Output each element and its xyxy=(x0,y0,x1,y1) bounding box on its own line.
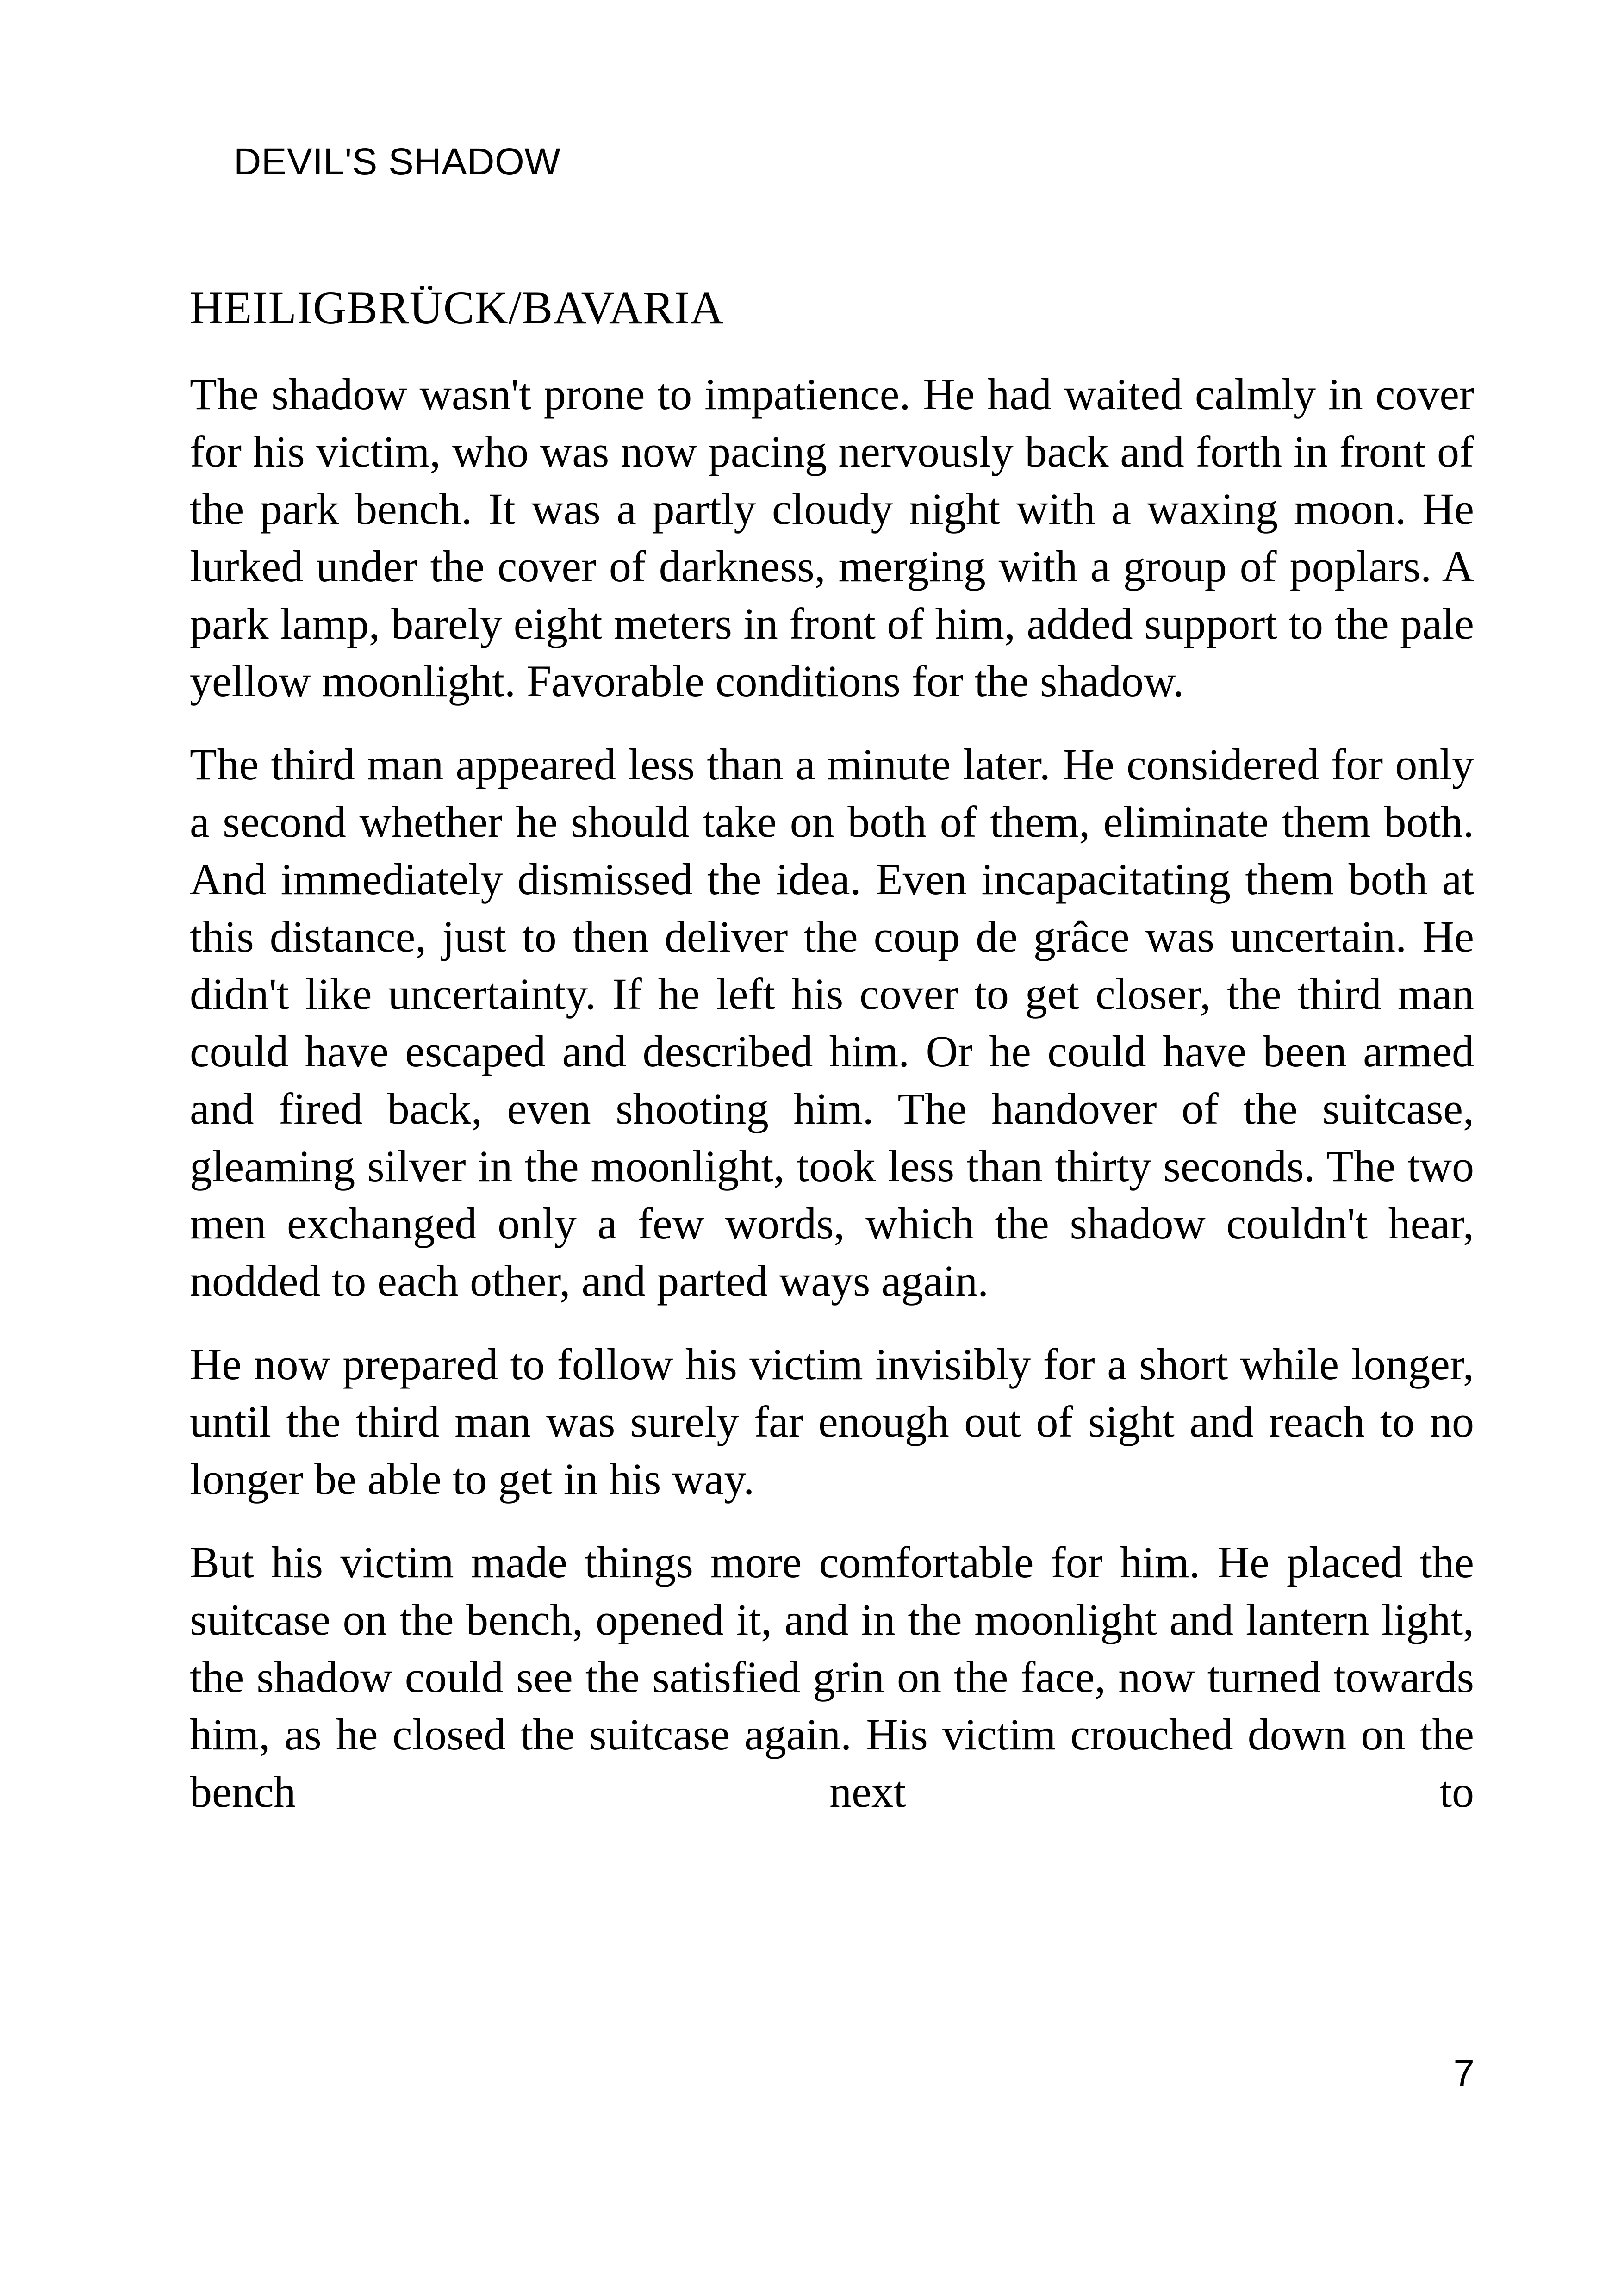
paragraph: The third man appeared less than a minute later. He considered for only a second whether he should take on both of them, eliminate them both. And immediately dismissed the idea. Even incapacitating them both at this distance, just to then deliver the coup de grâce was uncertain. He didn't like uncertainty. If he left his cover to get closer, the third man could have escaped and described him. Or he could have been armed and fired back, even shooting him. The handover of the suitcase, gleaming silver in the moonlight, took less than thirty seconds. The two men exchanged only a few words, which the shadow couldn't hear, nodded to each other, and parted ways again. xyxy=(190,740,1474,1306)
paragraph: But his victim made things more comfortable for him. He placed the suitcase on the bench, opened it, and in the moonlight and lantern light, the shadow could see the satisfied grin on the face, now turned towards him, as he closed the suitcase again. His victim crouched down on the bench next to xyxy=(190,1537,1474,1817)
paragraph: The shadow wasn't prone to impatience. He had waited calmly in cover for his victim, who was now pacing nervously back and forth in front of the park bench. It was a partly cloudy night with a waxing moon. He lurked under the cover of darkness, merging with a group of poplars. A park lamp, barely eight meters in front of him, added support to the pale yellow moonlight. Favorable conditions for the shadow. xyxy=(190,369,1474,706)
body-text xyxy=(190,366,1474,1847)
chapter-heading: HEILIGBRÜCK/BAVARIA xyxy=(190,282,724,333)
page-number: 7 xyxy=(1453,2052,1475,2094)
paragraph: He now prepared to follow his victim invisibly for a short while longer, until the third man was surely far enough out of sight and reach to no longer be able to get in his way. xyxy=(190,1339,1474,1504)
running-header-title: DEVIL'S SHADOW xyxy=(234,141,561,183)
